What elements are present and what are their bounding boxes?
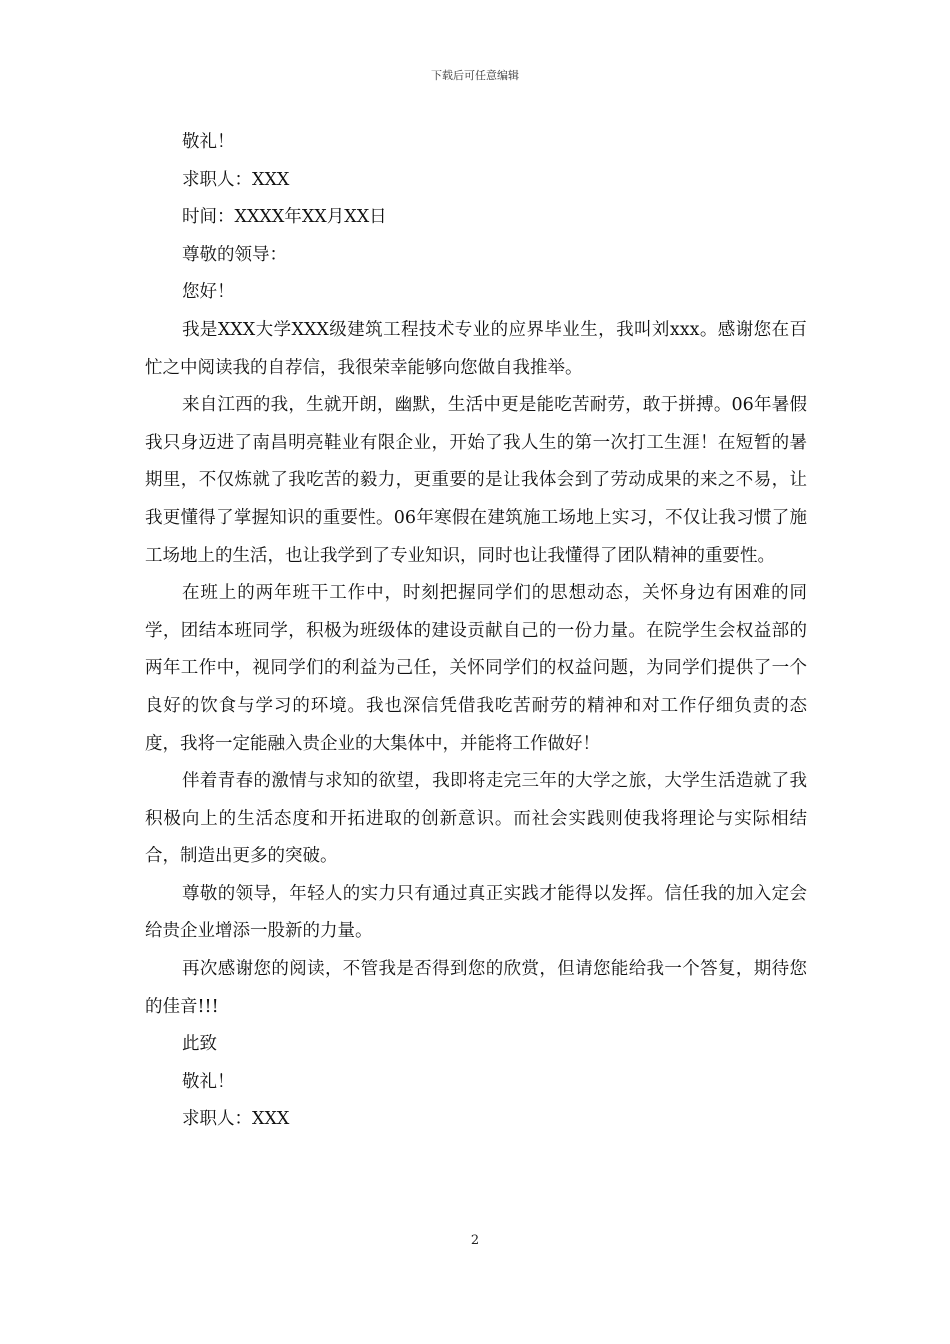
letter-body — [145, 124, 807, 1139]
closing-phrase: 此致 — [182, 1034, 217, 1055]
page-header-note: 下载后可任意编辑 — [431, 69, 519, 82]
closing-salute-2: 敬礼！ — [182, 1071, 235, 1092]
paragraph-thanks: 再次感谢您的阅读，不管我是否得到您的欣赏，但请您能给我一个答复，期待您的佳音!!! — [145, 959, 807, 1017]
paragraph-university: 伴着青春的激情与求知的欲望，我即将走完三年的大学之旅，大学生活造就了我积极向上的生活态度和开拓进取的创新意识。而社会实践则使我将理论与实际相结合，制造出更多的突破。 — [145, 771, 807, 867]
paragraph-intro: 我是XXX大学XXX级建筑工程技术专业的应界毕业生，我叫刘xxx。感谢您在百忙之中阅读我的自荐信，我很荣幸能够向您做自我推举。 — [145, 319, 807, 378]
salutation: 尊敬的领导： — [182, 244, 287, 265]
paragraph-experience: 来自江西的我，生就开朗，幽默，生活中更是能吃苦耐劳，敢于拼搏。06年暑假我只身迈进了南昌明亮鞋业有限企业，开始了我人生的第一次打工生涯！在短暂的暑期里，不仅炼就了我吃苦的毅力，更重要的是让我体会到了劳动成果的来之不易，让我更懂得了掌握知识的重要性。06年寒假在建筑施工场地上实习，不仅让我习惯了施工场地上的生活，也让我学到了专业知识，同时也让我懂得了团队精神的重要性。 — [145, 395, 807, 566]
date-line: 时间：XXXX年XX月XX日 — [182, 207, 387, 228]
closing-salute: 敬礼！ — [182, 132, 235, 152]
page-number: 2 — [470, 1233, 480, 1248]
applicant-line-2: 求职人：XXX — [182, 1109, 290, 1130]
paragraph-appeal: 尊敬的领导，年轻人的实力只有通过真正实践才能得以发挥。信任我的加入定会给贵企业增添一股新的力量。 — [145, 883, 807, 942]
paragraph-class-work: 在班上的两年班干工作中，时刻把握同学们的思想动态，关怀身边有困难的同学，团结本班同学，积极为班级体的建设贡献自己的一份力量。在院学生会权益部的两年工作中，视同学们的利益为己任，关怀同学们的权益问题，为同学们提供了一个良好的饮食与学习的环境。我也深信凭借我吃苦耐劳的精神和对工作仔细负责的态度，我将一定能融入贵企业的大集体中，并能将工作做好！ — [145, 583, 807, 754]
greeting: 您好！ — [182, 282, 235, 303]
applicant-line: 求职人：XXX — [182, 169, 290, 190]
